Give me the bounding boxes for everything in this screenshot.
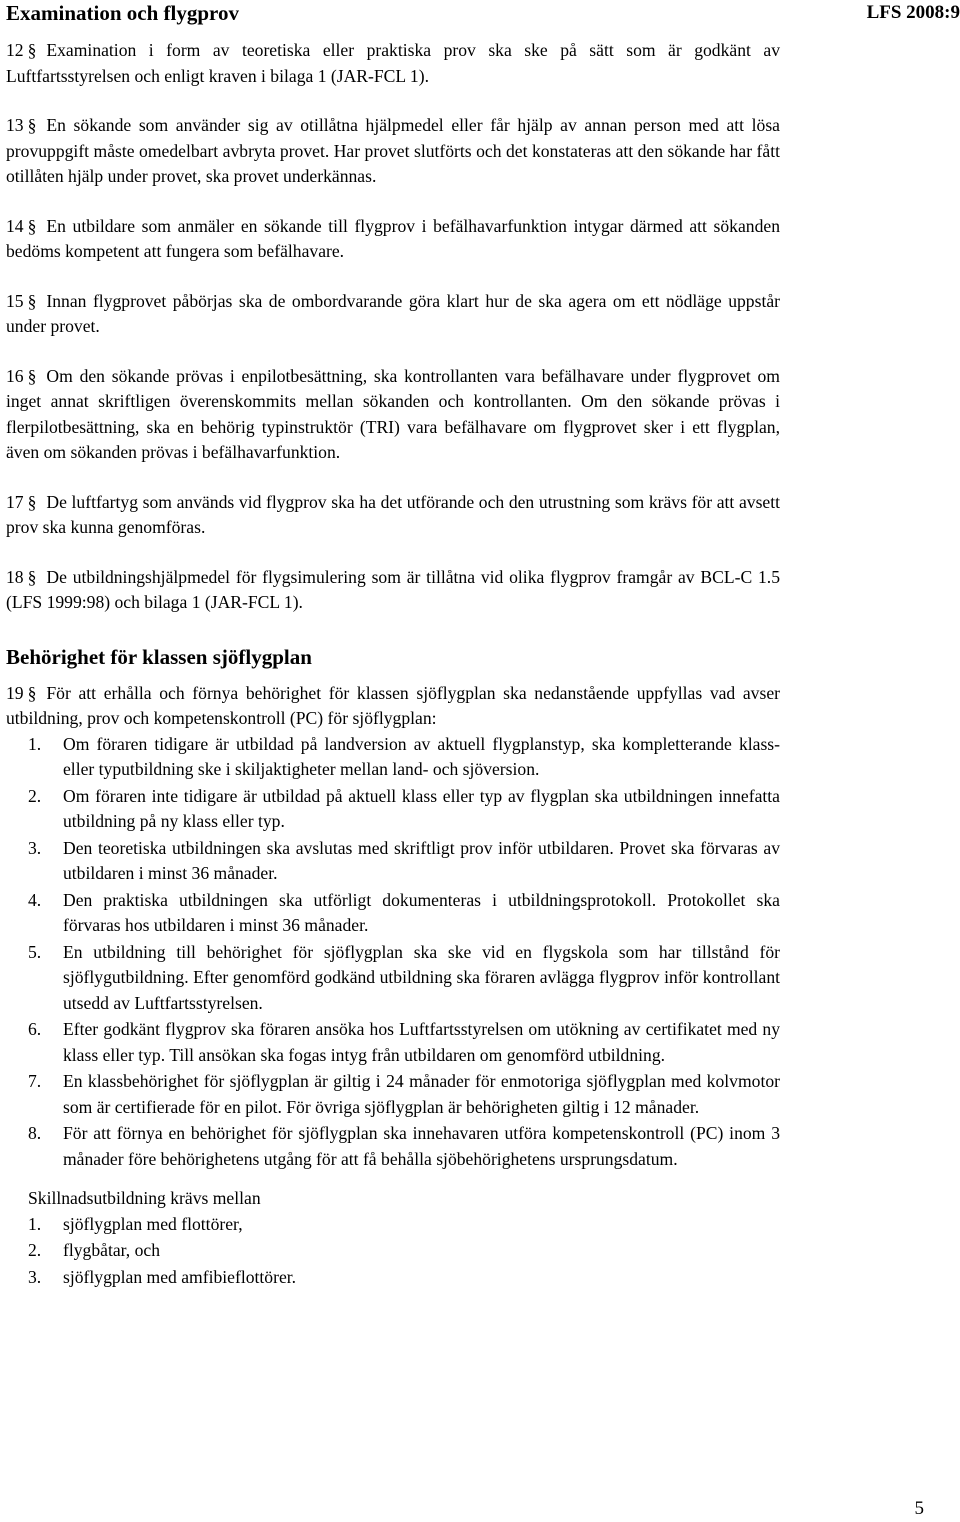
paragraph-text: Om den sökande prövas i enpilotbesättning, ska kontrollanten vara befälhavare under flygprovet om inget annat skriftligen överenskommits mellan sökanden och kontrollanten. Om den sökande prövas i flerpilotbesättning, ska en behörig typinstruktör (TRI) vara befälhavare om flygprovet sker i ett flygplan, även om sökanden prövas i befälhavarfunktion. <box>6 365 780 462</box>
list-number: 5. <box>28 941 42 962</box>
list-number: 7. <box>28 1071 42 1091</box>
paragraph-number: 16 <box>6 365 24 386</box>
paragraph-14 <box>6 214 780 265</box>
paragraph-19 <box>6 681 780 732</box>
paragraph-16 <box>6 364 780 466</box>
list-number: 4. <box>28 889 42 910</box>
paragraph-text: En utbildare som anmäler en sökande till flygprov i befälhavarfunktion intygar därmed att sökanden bedöms kompetent att fungera som befälhavare. <box>6 215 780 261</box>
section-symbol: § <box>27 682 37 703</box>
paragraph-number: 13 <box>6 115 24 135</box>
list-item <box>6 1238 780 1264</box>
list-item-text: flygbåtar, och <box>63 1240 160 1260</box>
page-title: Examination och flygprov <box>6 1 239 25</box>
paragraph-number: 14 <box>6 215 24 236</box>
page-header <box>6 1 960 27</box>
list-number: 1. <box>28 1213 42 1234</box>
list-item <box>6 1212 780 1238</box>
paragraph-number: 15 <box>6 290 24 311</box>
paragraph-number: 19 <box>6 682 24 703</box>
paragraph-text: De luftfartyg som används vid flygprov ska ha det utförande och den utrustning som krävs för att avsett prov ska kunna genomföras. <box>6 491 780 537</box>
list-item-text: sjöflygplan med amfibieflottörer. <box>63 1266 297 1287</box>
paragraph-number: 18 <box>6 566 24 587</box>
list-item-text: Den teoretiska utbildningen ska avslutas med skriftligt prov inför utbildaren. Provet ska förvaras av utbildaren i minst 36 månader. <box>63 837 780 883</box>
list-item <box>6 1265 780 1291</box>
list-number: 1. <box>28 733 42 754</box>
page-number: 5 <box>914 1498 924 1519</box>
list-item-text: Den praktiska utbildningen ska utförligt dokumenteras i utbildningsprotokoll. Protokollet ska förvaras hos utbildaren i minst 36 månader. <box>63 889 780 935</box>
paragraph-text: De utbildningshjälpmedel för flygsimulering som är tillåtna vid olika flygprov framgår av BCL-C 1.5 (LFS 1999:98) och bilaga 1 (JAR-FCL 1). <box>6 566 780 612</box>
paragraph-13 <box>6 113 780 190</box>
list-number: 6. <box>28 1019 42 1039</box>
paragraph-text: En sökande som använder sig av otillåtna hjälpmedel eller får hjälp av annan person med att lösa provuppgift måste omedelbart avbryta provet. Har provet slutförts och det konstateras att den sökande har fått otillåten hjälp under provet, ska provet underkännas. <box>6 115 780 186</box>
paragraph-number: 12 <box>6 40 24 60</box>
list-number: 2. <box>28 1240 42 1260</box>
section-symbol: § <box>27 115 37 135</box>
paragraph-text: För att erhålla och förnya behörighet för klassen sjöflygplan ska nedanstående uppfyllas vad avser utbildning, prov och kompetenskontroll (PC) för sjöflygplan: <box>6 682 780 728</box>
paragraph-number: 17 <box>6 491 24 512</box>
section-symbol: § <box>27 40 37 60</box>
list-item <box>6 836 780 887</box>
list-item-text: Om föraren tidigare är utbildad på landversion av aktuell flygplanstyp, ska kompletterande klass- eller typutbildning ske i skiljaktigheter mellan land- och sjöversion. <box>63 733 780 779</box>
document-code: LFS 2008:9 <box>866 2 960 23</box>
list-item-text: Om föraren inte tidigare är utbildad på aktuell klass eller typ av flygplan ska utbildningen innefatta utbildning på ny klass eller typ. <box>63 785 780 831</box>
list-item-text: sjöflygplan med flottörer, <box>63 1213 243 1234</box>
list-item <box>6 1017 780 1068</box>
list-item <box>6 888 780 939</box>
difference-training-list <box>6 1212 780 1291</box>
list-number: 2. <box>28 785 42 806</box>
paragraph-text: Innan flygprovet påbörjas ska de ombordvarande göra klart hur de ska agera om ett nödläge uppstår under provet. <box>6 290 780 336</box>
list-item-text: En utbildning till behörighet för sjöflygplan ska ske vid en flygskola som har tillstånd för sjöflygutbildning. Efter genomförd godkänd utbildning ska föraren avlägga flygprov inför kontrollant utsedd av Luftfartsstyrelsen. <box>63 941 780 1013</box>
document-body <box>6 38 780 1291</box>
paragraph-15 <box>6 289 780 340</box>
list-item <box>6 1121 780 1172</box>
list-number: 3. <box>28 837 42 858</box>
list-item <box>6 1069 780 1120</box>
list-item-text: För att förnya en behörighet för sjöflygplan ska innehavaren utföra kompetenskontroll (PC) inom 3 månader före behörighetens utgång för att få behålla sjöbehörighetens ursprungsdatum. <box>63 1123 780 1169</box>
section-symbol: § <box>27 215 37 236</box>
paragraph-17 <box>6 490 780 541</box>
paragraph-text: Examination i form av teoretiska eller praktiska prov ska ske på sätt som är godkänt av Luftfartsstyrelsen och enligt kraven i bilaga 1 (JAR-FCL 1). <box>6 40 780 86</box>
list-item-text: Efter godkänt flygprov ska föraren ansöka hos Luftfartsstyrelsen om utökning av certifikatet med ny klass eller typ. Till ansökan ska fogas intyg från utbildaren om genomförd utbildning. <box>63 1019 780 1065</box>
list-item <box>6 784 780 835</box>
list-item <box>6 940 780 1017</box>
requirements-list <box>6 732 780 1173</box>
section-symbol: § <box>27 491 37 512</box>
list-number: 3. <box>28 1266 42 1287</box>
list-item-text: En klassbehörighet för sjöflygplan är giltig i 24 månader för enmotoriga sjöflygplan med kolvmotor som är certifierade för en pilot. För övriga sjöflygplan är behörigheten giltig i 12 månader. <box>63 1071 780 1117</box>
section-symbol: § <box>27 290 37 311</box>
section-symbol: § <box>27 566 37 587</box>
section-heading: Behörighet för klassen sjöflygplan <box>6 644 312 669</box>
paragraph-18 <box>6 565 780 616</box>
section-symbol: § <box>27 365 37 386</box>
sub-intro-text: Skillnadsutbildning krävs mellan <box>28 1188 261 1208</box>
paragraph-12 <box>6 38 780 89</box>
list-number: 8. <box>28 1123 42 1143</box>
list-item <box>6 732 780 783</box>
